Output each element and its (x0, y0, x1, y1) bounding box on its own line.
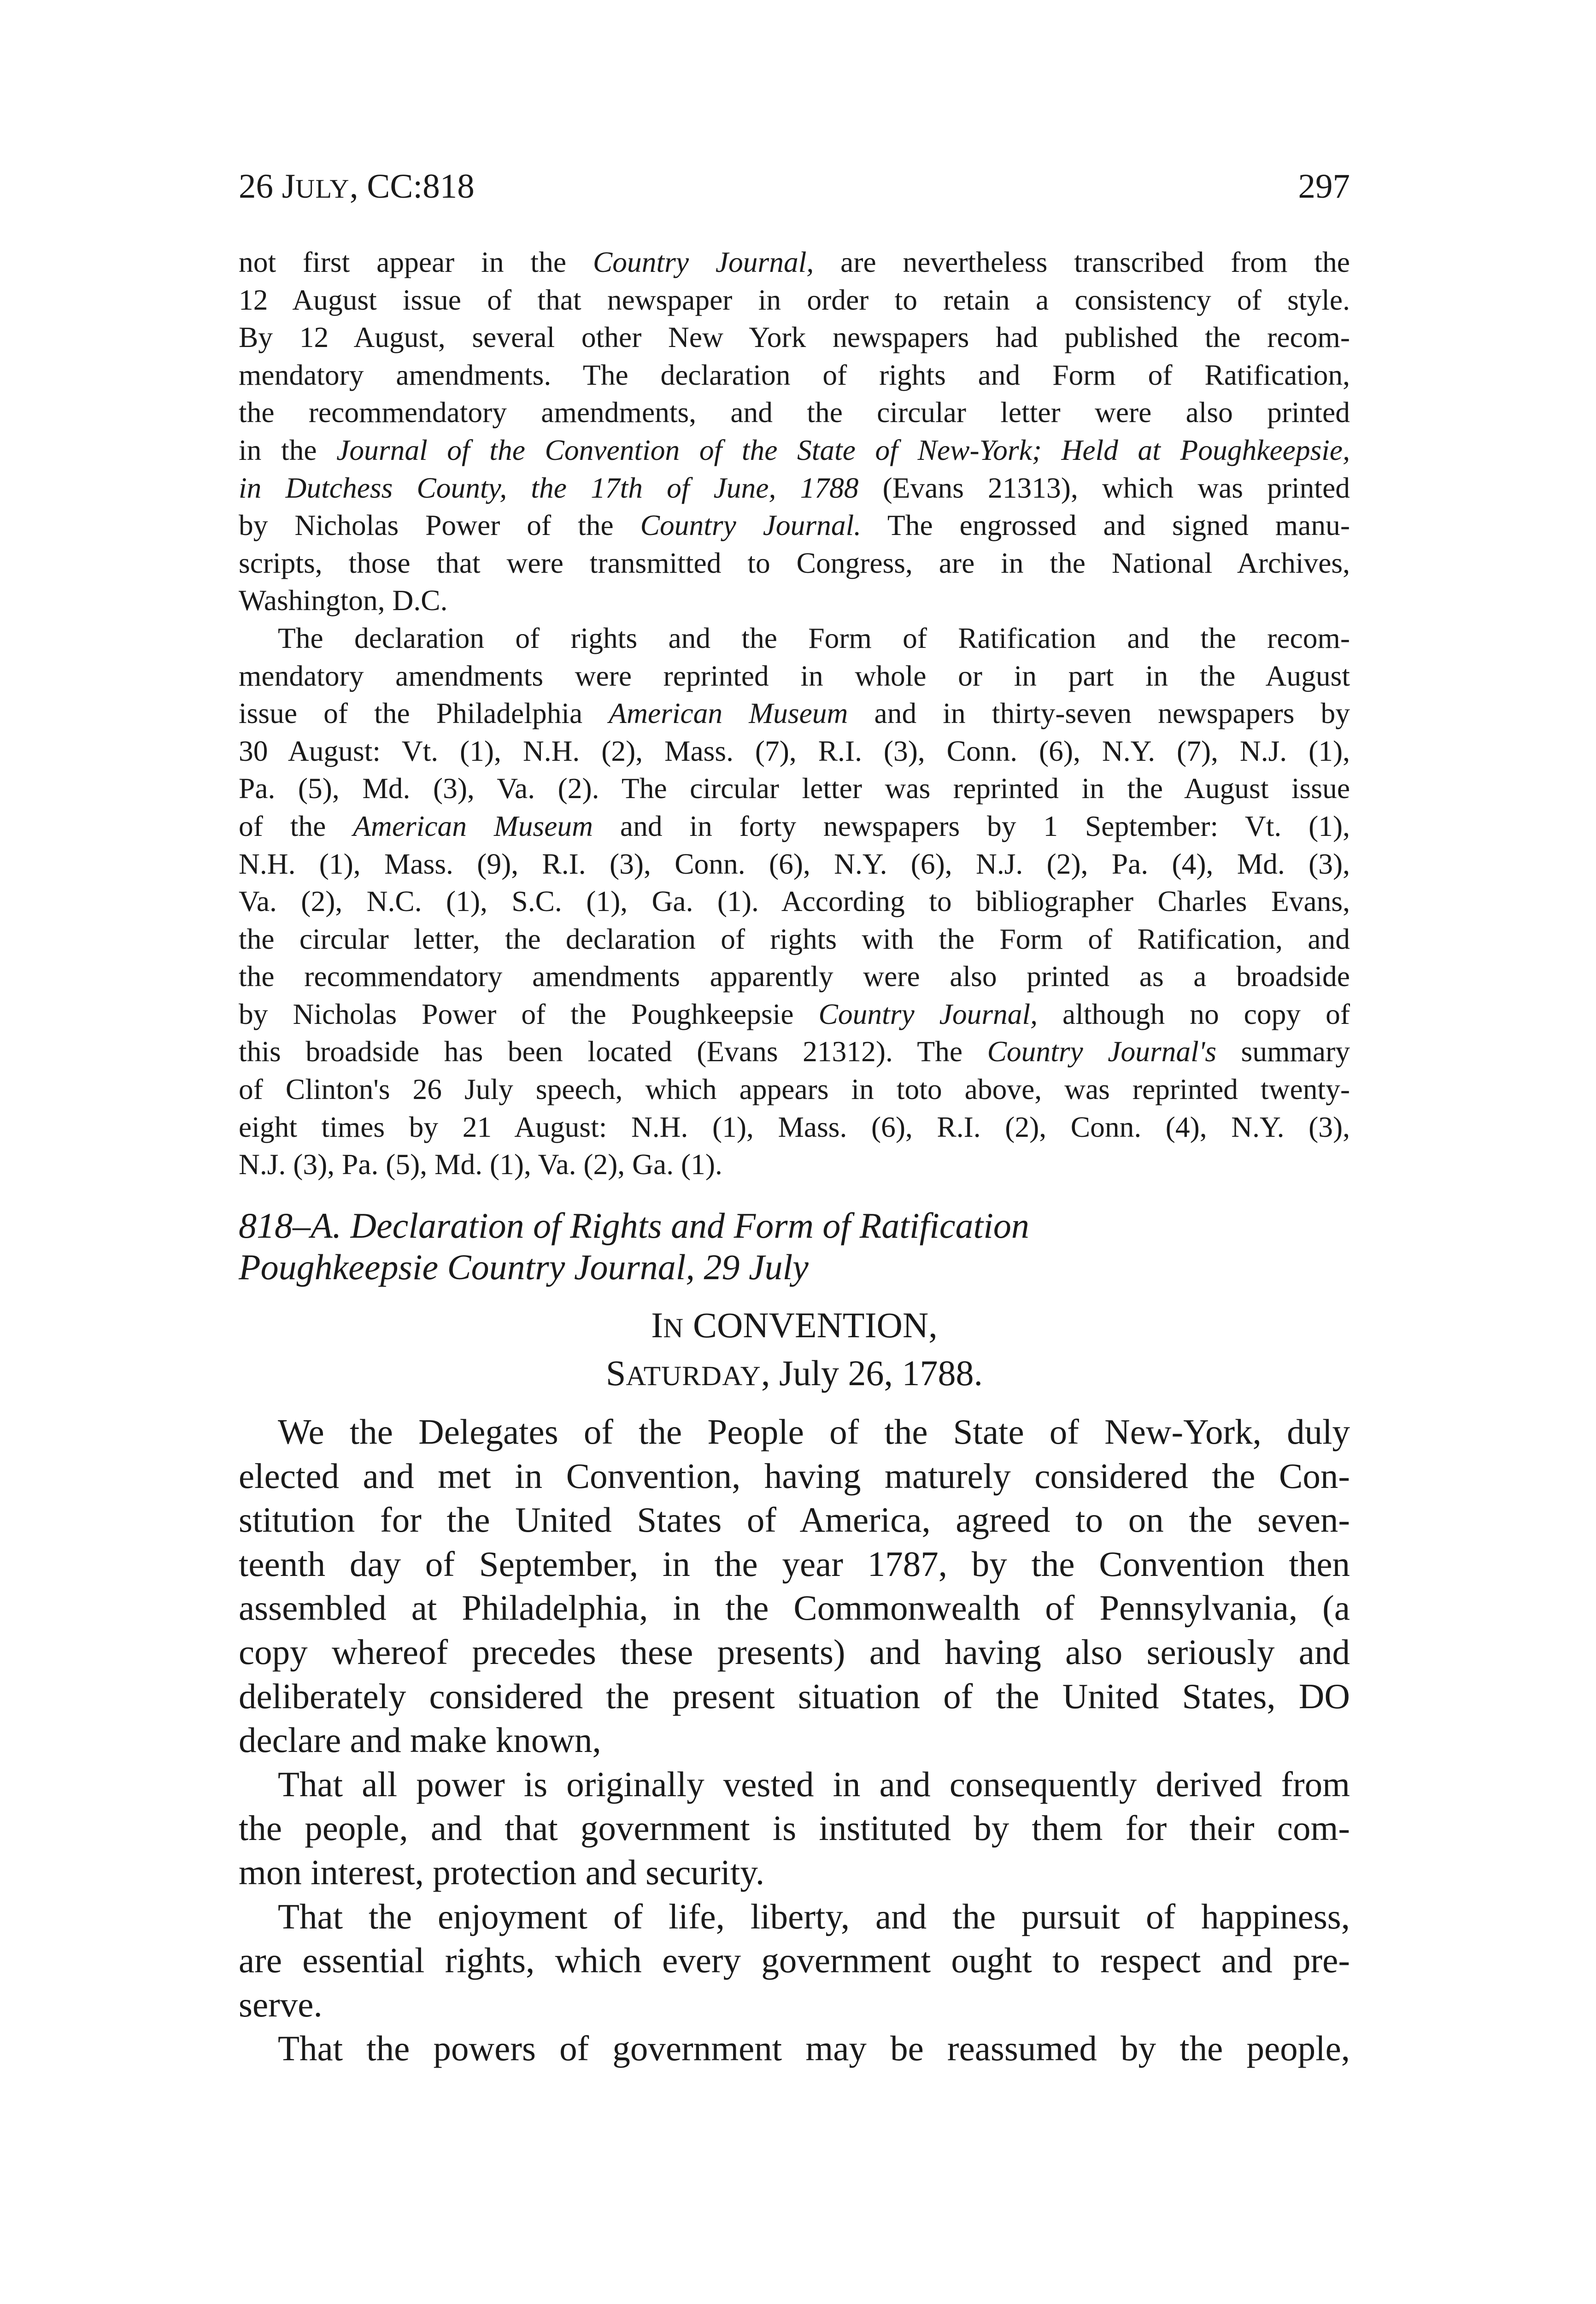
declaration-line: declare and make known, (239, 1720, 601, 1760)
commentary-line: in the Journal of the Convention of the State of New-York; Held at Poughkeepsie, (239, 433, 1350, 466)
running-head (239, 161, 1350, 212)
declaration-line: elected and met in Convention, having maturely considered the Con- (239, 1456, 1350, 1496)
declaration-line: teenth day of September, in the year 1787, by the Convention then (239, 1544, 1350, 1584)
section-heading-source: Poughkeepsie Country Journal, 29 July (239, 1247, 809, 1287)
commentary-line: The declaration of rights and the Form of Ratification and the recom- (278, 621, 1350, 654)
running-head-date-ref: 26 JULY, CC:818 (239, 167, 475, 206)
commentary-line: not first appear in the Country Journal, are nevertheless transcribed from the (239, 246, 1350, 278)
commentary-line: mendatory amendments were reprinted in whole or in part in the August (239, 659, 1350, 692)
commentary-line: of Clinton's 26 July speech, which appears in toto above, was reprinted twenty- (239, 1073, 1350, 1106)
commentary-line: the circular letter, the declaration of rights with the Form of Ratification, and (239, 922, 1350, 955)
declaration-line: are essential rights, which every government ought to respect and pre- (239, 1940, 1350, 1981)
declaration-line: stitution for the United States of America, agreed to on the seven- (239, 1500, 1350, 1540)
commentary-line: Washington, D.C. (239, 584, 448, 617)
editorial-commentary (239, 243, 1350, 1183)
declaration-line: assembled at Philadelphia, in the Commonwealth of Pennsylvania, (a (239, 1588, 1350, 1628)
commentary-line: 30 August: Vt. (1), N.H. (2), Mass. (7), R.I. (3), Conn. (6), N.Y. (7), N.J. (1), (239, 734, 1350, 767)
declaration-text (239, 1410, 1350, 2071)
convention-date: SATURDAY, July 26, 1788. (606, 1353, 983, 1393)
declaration-line: copy whereof precedes these presents) and having also seriously and (239, 1632, 1350, 1672)
declaration-line: the people, and that government is instituted by them for their com- (239, 1808, 1350, 1848)
declaration-line: deliberately considered the present situation of the United States, DO (239, 1676, 1350, 1716)
commentary-line: the recommendatory amendments apparently were also printed as a broadside (239, 960, 1350, 993)
commentary-line: of the American Museum and in forty newspapers by 1 September: Vt. (1), (239, 809, 1350, 842)
commentary-line: by Nicholas Power of the Poughkeepsie Country Journal, although no copy of (239, 997, 1350, 1030)
page-number: 297 (1298, 167, 1350, 206)
commentary-line: this broadside has been located (Evans 21312). The Country Journal's summary (239, 1035, 1350, 1068)
declaration-line: That the powers of government may be reassumed by the people, (278, 2028, 1350, 2069)
commentary-line: N.H. (1), Mass. (9), R.I. (3), Conn. (6), N.Y. (6), N.J. (2), Pa. (4), Md. (3), (239, 847, 1350, 880)
commentary-line: eight times by 21 August: N.H. (1), Mass. (6), R.I. (2), Conn. (4), N.Y. (3), (239, 1110, 1350, 1143)
declaration-line: serve. (239, 1984, 323, 2024)
commentary-line: By 12 August, several other New York newspapers had published the recom- (239, 321, 1350, 354)
commentary-line: mendatory amendments. The declaration of rights and Form of Ratification, (239, 358, 1350, 391)
commentary-line: by Nicholas Power of the Country Journal. The engrossed and signed manu- (239, 509, 1350, 542)
declaration-line: That all power is originally vested in and consequently derived from (278, 1764, 1350, 1804)
commentary-line: scripts, those that were transmitted to Congress, are in the National Archives, (239, 546, 1350, 579)
convention-caption: IN CONVENTION, (651, 1305, 938, 1345)
declaration-line: That the enjoyment of life, liberty, and the pursuit of happiness, (278, 1896, 1350, 1936)
commentary-line: in Dutchess County, the 17th of June, 1788 (Evans 21313), which was printed (239, 471, 1350, 504)
commentary-line: the recommendatory amendments, and the circular letter were also printed (239, 396, 1350, 429)
commentary-line: Pa. (5), Md. (3), Va. (2). The circular letter was reprinted in the August issue (239, 772, 1350, 805)
section-heading-title: 818–A. Declaration of Rights and Form of Ratification (239, 1205, 1029, 1246)
commentary-line: N.J. (3), Pa. (5), Md. (1), Va. (2), Ga. (1). (239, 1148, 722, 1181)
commentary-line: Va. (2), N.C. (1), S.C. (1), Ga. (1). According to bibliographer Charles Evans, (239, 885, 1350, 918)
declaration-line: mon interest, protection and security. (239, 1852, 765, 1892)
commentary-line: issue of the Philadelphia American Museum and in thirty-seven newspapers by (239, 697, 1350, 730)
declaration-line: We the Delegates of the People of the State of New-York, duly (278, 1412, 1350, 1452)
commentary-line: 12 August issue of that newspaper in order to retain a consistency of style. (239, 283, 1350, 316)
